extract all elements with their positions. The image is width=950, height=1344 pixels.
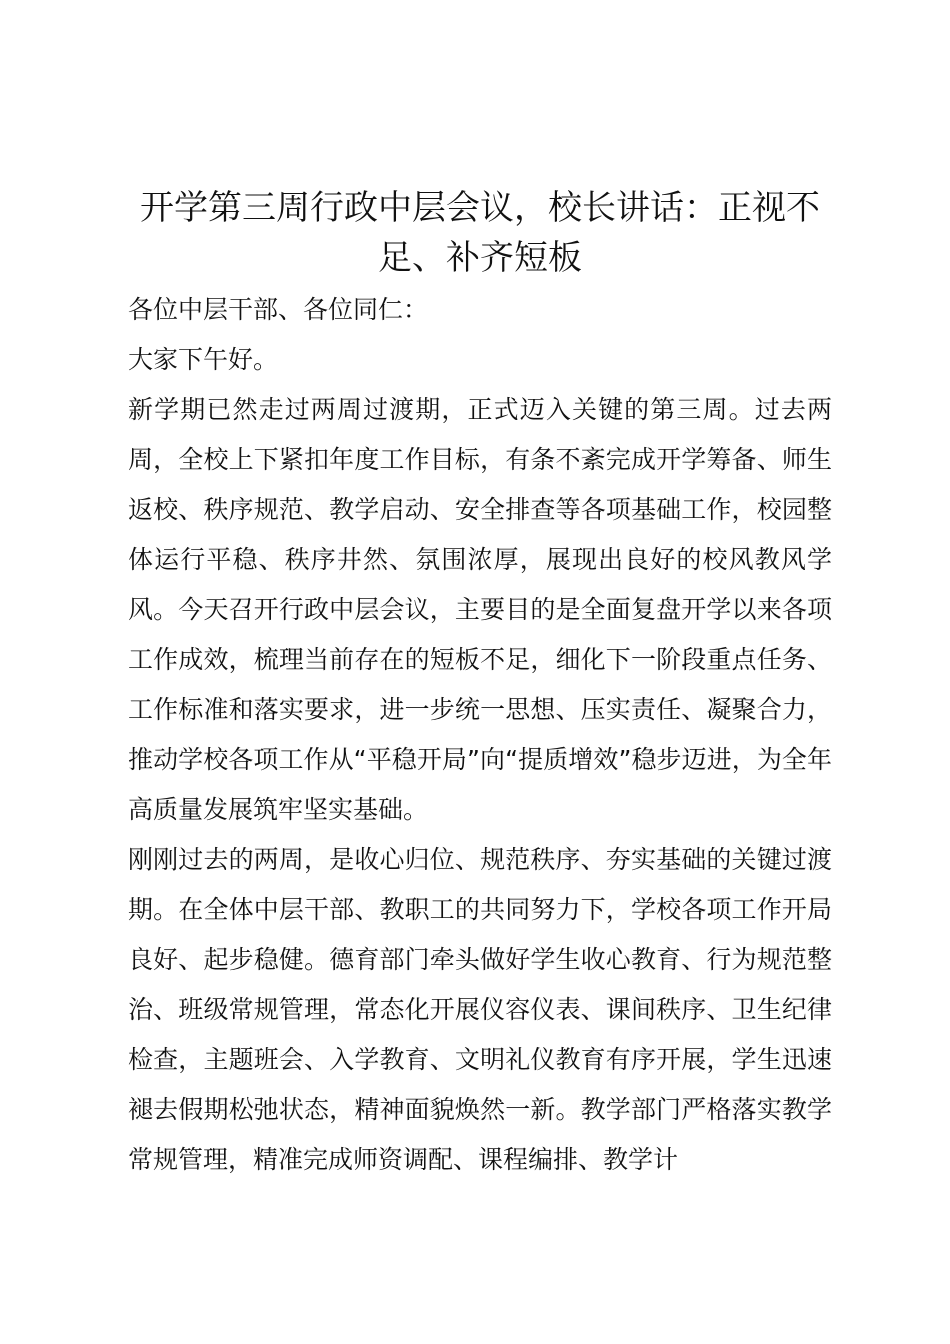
document-title: 开学第三周行政中层会议，校长讲话：正视不足、补齐短板 xyxy=(140,188,820,278)
body-paragraph-2: 刚刚过去的两周，是收心归位、规范秩序、夯实基础的关键过渡期。在全体中层干部、教职工的共同努力下，学校各项工作开局良好、起步稳健。德育部门牵头做好学生收心教育、行为规范整治、班级常规管理，常态化开展仪容仪表、课间秩序、卫生纪律检查，主题班会、入学教育、文明礼仪教育有序开展，学生迅速褪去假期松弛状态，精神面貌焕然一新。教学部门严格落实教学常规管理，精准完成师资调配、课程编排、教学计 xyxy=(128,845,832,1174)
body-paragraph-1: 新学期已然走过两周过渡期，正式迈入关键的第三周。过去两周，全校上下紧扣年度工作目标，有条不紊完成开学筹备、师生返校、秩序规范、教学启动、安全排查等各项基础工作，校园整体运行平稳、秩序井然、氛围浓厚，展现出良好的校风教风学风。今天召开行政中层会议，主要目的是全面复盘开学以来各项工作成效，梳理当前存在的短板不足，细化下一阶段重点任务、工作标准和落实要求，进一步统一思想、压实责任、凝聚合力，推动学校各项工作从“平稳开局”向“提质增效”稳步迈进，为全年高质量发展筑牢坚实基础。 xyxy=(128,395,832,824)
salutation: 各位中层干部、各位同仁： xyxy=(128,295,429,324)
greeting: 大家下午好。 xyxy=(128,345,279,374)
